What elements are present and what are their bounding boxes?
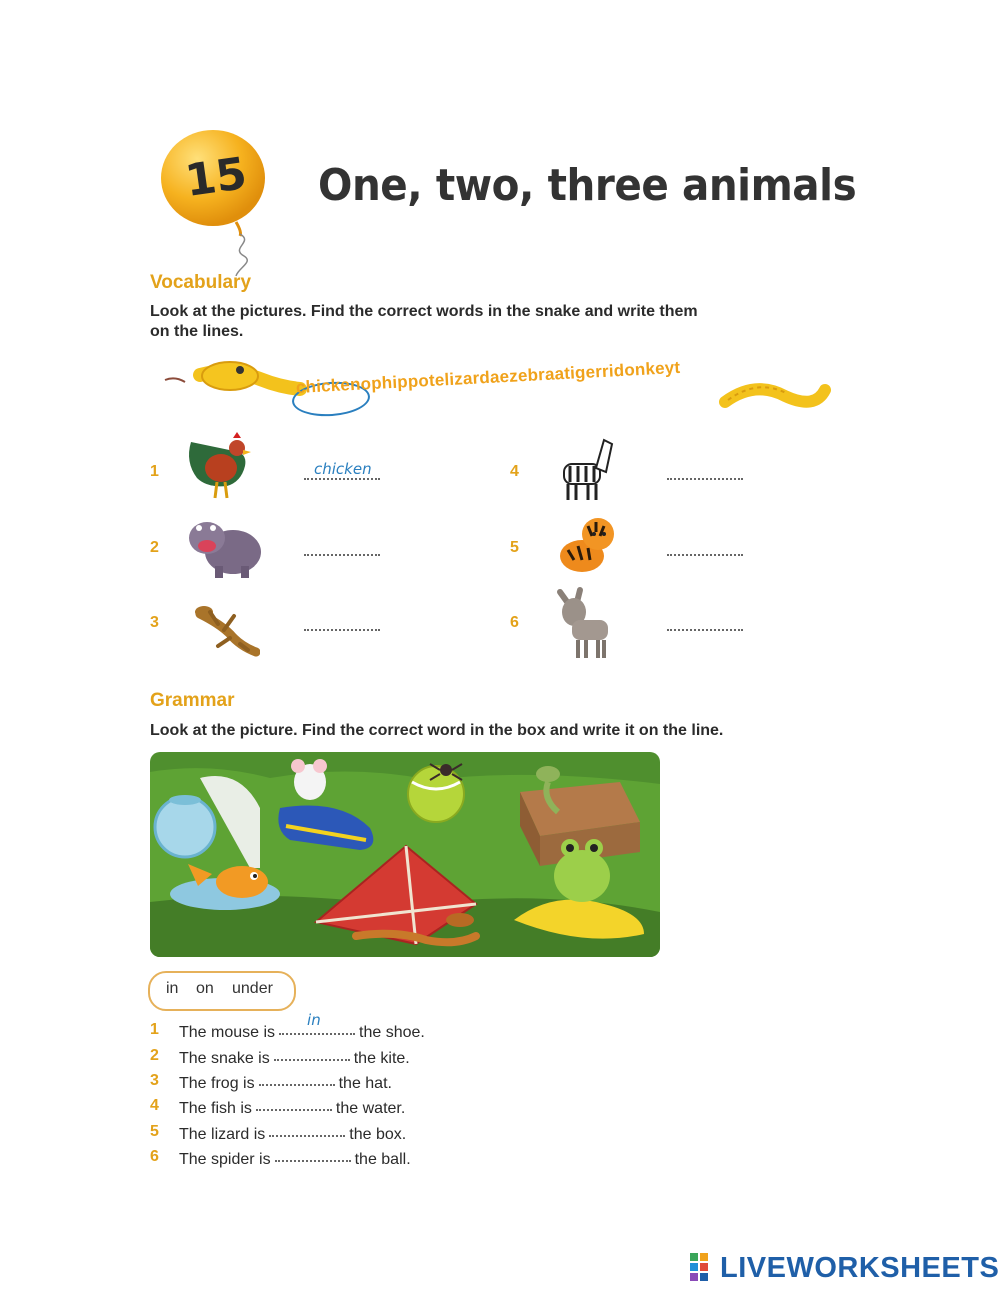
word-box-on: on [196, 980, 214, 997]
lizard-icon [190, 594, 260, 658]
vocab-answer-line-5[interactable] [667, 554, 743, 556]
vocab-answer-line-2[interactable] [304, 554, 380, 556]
vocabulary-heading: Vocabulary [150, 272, 252, 293]
sentence-answer-line[interactable] [275, 1146, 351, 1162]
sentence-end: the box. [349, 1126, 407, 1143]
vocab-number-6: 6 [510, 614, 519, 631]
grammar-instruction: Look at the picture. Find the correct word in the box and write it on the line. [150, 722, 724, 739]
word-box-under: under [232, 980, 273, 997]
sentence-answer-line[interactable] [269, 1121, 345, 1137]
vocab-answer-line-3[interactable] [304, 629, 380, 631]
grammar-scene-picture [150, 752, 660, 957]
sentence-answer: in [307, 1011, 321, 1029]
sentence-end: the hat. [338, 1075, 392, 1092]
zebra-icon [556, 430, 616, 504]
vocab-answer-line-1[interactable] [304, 478, 380, 480]
vocabulary-instruction-line1: Look at the pictures. Find the correct words in the snake and write them [150, 303, 698, 320]
sentence-number: 4 [150, 1097, 159, 1114]
vocab-number-4: 4 [510, 463, 519, 480]
vocab-number-5: 5 [510, 539, 519, 556]
sentence-end: the shoe. [359, 1024, 425, 1041]
snake-letters: chickenophippotelizardaezebraatigerridonkeyt [295, 357, 681, 397]
footer-logo-text: LIVEWORKSHEETS [720, 1252, 1000, 1284]
vocab-number-1: 1 [150, 463, 159, 480]
sentence-start: The fish is [179, 1100, 252, 1117]
sentence-end: the water. [335, 1100, 406, 1117]
sentence-answer-line[interactable] [279, 1011, 355, 1035]
donkey-icon [554, 586, 618, 662]
sentence-number: 2 [150, 1047, 159, 1064]
vocab-answer-1: chicken [314, 460, 372, 478]
vocab-number-3: 3 [150, 614, 159, 631]
sentence-number: 1 [150, 1021, 159, 1038]
sentence-answer-line[interactable] [259, 1070, 335, 1086]
unit-number: 15 [182, 147, 250, 208]
liveworksheets-logo-icon [690, 1253, 718, 1285]
sentence-start: The mouse is [179, 1024, 276, 1041]
sentence-number: 6 [150, 1148, 159, 1165]
sentence-end: the kite. [353, 1050, 410, 1067]
sentence-answer-line[interactable] [274, 1045, 350, 1061]
sentence-start: The spider is [179, 1151, 271, 1168]
page-title: One, two, three animals [318, 160, 857, 211]
sentence-start: The snake is [179, 1050, 270, 1067]
vocab-answer-line-6[interactable] [667, 629, 743, 631]
tiger-icon [552, 512, 620, 578]
vocab-answer-line-4[interactable] [667, 478, 743, 480]
grammar-heading: Grammar [150, 690, 235, 711]
vocab-number-2: 2 [150, 539, 159, 556]
sentence-number: 5 [150, 1123, 159, 1140]
hippo-icon [185, 514, 265, 580]
word-box-in: in [166, 980, 179, 997]
vocabulary-instruction-line2: on the lines. [150, 323, 244, 340]
sentence-start: The frog is [179, 1075, 255, 1092]
sentence-start: The lizard is [179, 1126, 266, 1143]
snake-illustration [160, 350, 840, 430]
sentence-answer-line[interactable] [256, 1095, 332, 1111]
sentence-number: 3 [150, 1072, 159, 1089]
rooster-icon [183, 432, 253, 500]
sentence-end: the ball. [354, 1151, 411, 1168]
